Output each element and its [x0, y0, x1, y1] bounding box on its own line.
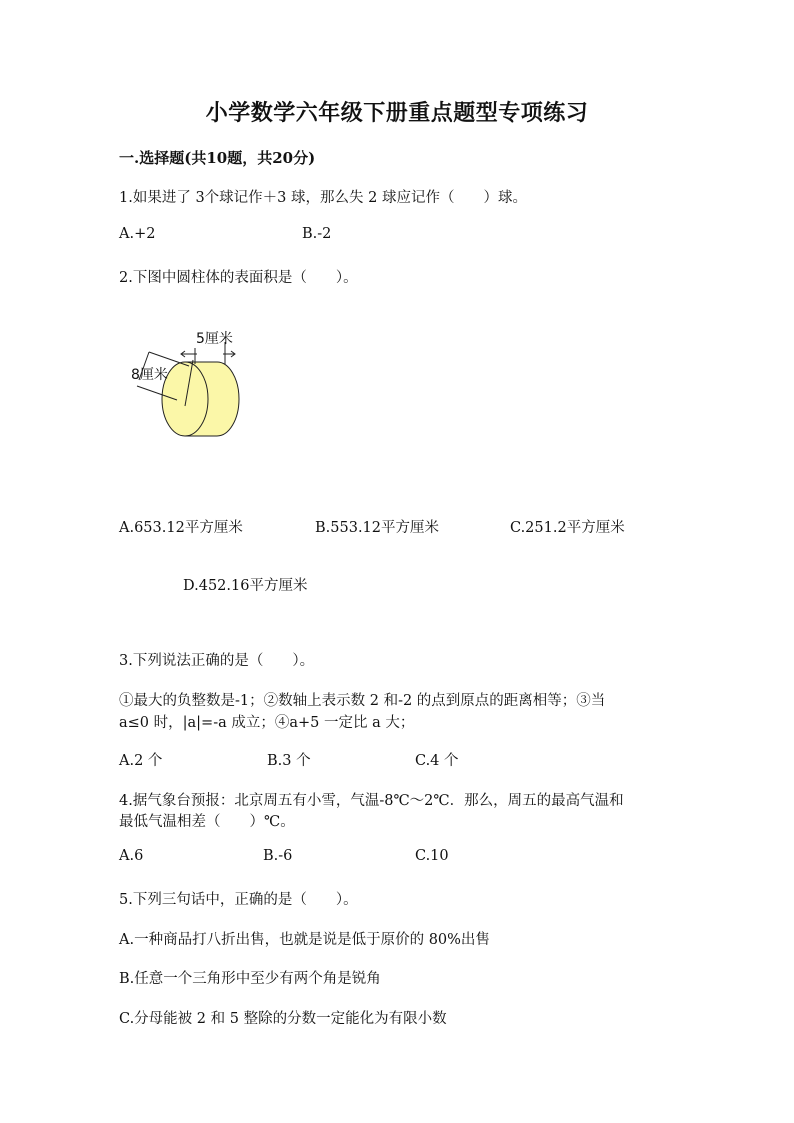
q1-stem: 1.如果进了 3个球记作＋3 球，那么失 2 球应记作（ ）球。 — [119, 190, 527, 206]
q4-option-c: C.10 — [415, 848, 449, 864]
q3-option-a: A.2 个 — [119, 753, 163, 769]
q1-option-b: B.-2 — [302, 226, 332, 242]
q5-option-c: C.分母能被 2 和 5 整除的分数一定能化为有限小数 — [119, 1011, 447, 1027]
q3-stem: 3.下列说法正确的是（ ）。 — [119, 653, 315, 669]
q5-option-b: B.任意一个三角形中至少有两个角是锐角 — [119, 971, 381, 987]
thickness-label: 5厘米 — [196, 331, 233, 347]
q3-option-c: C.4 个 — [415, 753, 459, 769]
q4-option-b: B.-6 — [263, 848, 293, 864]
q2-option-a: A.653.12平方厘米 — [119, 520, 243, 536]
cylinder-drawing — [119, 320, 259, 470]
q2-option-b: B.553.12平方厘米 — [315, 520, 440, 536]
q5-stem: 5.下列三句话中，正确的是（ ）。 — [119, 892, 358, 908]
radius-label: 8厘米 — [131, 367, 168, 383]
q3-option-b: B.3 个 — [267, 753, 311, 769]
section-heading: 一.选择题(共10题，共20分) — [119, 149, 316, 167]
q2-stem: 2.下图中圆柱体的表面积是（ ）。 — [119, 270, 358, 286]
q4-option-a: A.6 — [119, 848, 144, 864]
q2-option-c: C.251.2平方厘米 — [510, 520, 625, 536]
q2-option-d: D.452.16平方厘米 — [183, 578, 308, 594]
page-title: 小学数学六年级下册重点题型专项练习 — [205, 100, 589, 126]
q4-line-1: 4.据气象台预报：北京周五有小雪，气温-8℃～2℃．那么，周五的最高气温和 — [119, 793, 624, 809]
cylinder-front-face — [162, 362, 208, 436]
q3-line-1: ①最大的负整数是-1；②数轴上表示数 2 和-2 的点到原点的距离相等；③当 — [119, 693, 606, 709]
q1-option-a: A.+2 — [119, 226, 156, 242]
q4-line-2: 最低气温相差（ ）℃。 — [119, 814, 295, 830]
q5-option-a: A.一种商品打八折出售，也就是说是低于原价的 80%出售 — [119, 932, 490, 948]
cylinder-figure — [119, 320, 259, 470]
q3-line-2: a≤0 时，|a|=-a 成立；④a+5 一定比 a 大； — [119, 715, 415, 731]
